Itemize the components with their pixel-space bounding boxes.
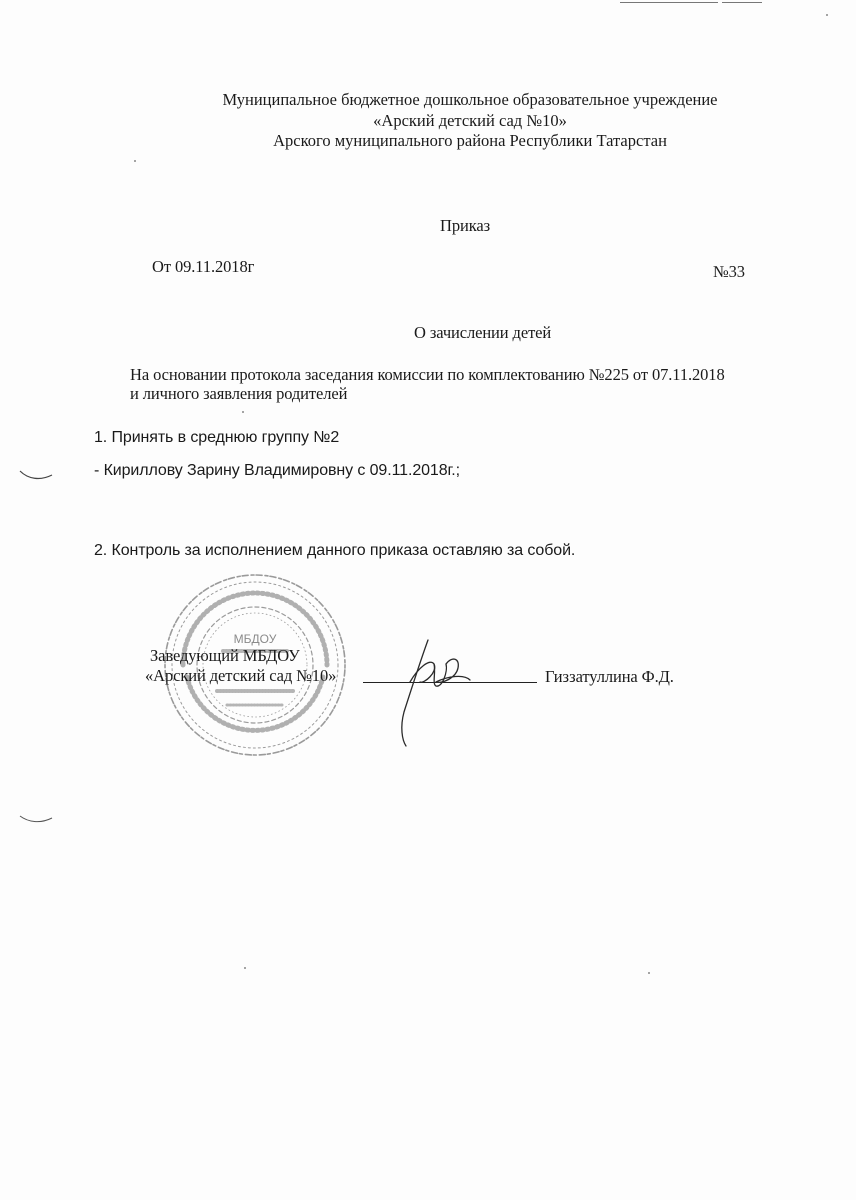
order-item-1-child: - Кириллову Зарину Владимировну с 09.11.2018г.; (94, 462, 460, 479)
organization-name-line3: Арского муниципального района Республики Татарстан (273, 131, 667, 150)
signatory-position-line2: «Арский детский сад №10» (145, 666, 337, 685)
scan-edge-line (620, 2, 718, 3)
organization-name-line1: Муниципальное бюджетное дошкольное образовательное учреждение (222, 90, 718, 109)
order-subject: О зачислении детей (414, 323, 552, 342)
organization-header (140, 90, 800, 152)
signatory-position-line1: Заведующий МБДОУ (150, 646, 300, 665)
order-number: №33 (713, 262, 745, 281)
order-item-1: 1. Принять в среднюю группу №2 (94, 429, 340, 446)
order-item-2: 2. Контроль за исполнением данного приказа оставляю за собой. (94, 542, 576, 559)
organization-name-line2: «Арский детский сад №10» (373, 110, 567, 130)
scan-speck (826, 14, 828, 16)
order-date: От 09.11.2018г (152, 257, 255, 276)
handwritten-signature (390, 632, 490, 752)
order-basis-line2: и личного заявления родителей (130, 384, 348, 403)
order-basis-line1: На основании протокола заседания комиссии по комплектованию №225 от 07.11.2018 (130, 365, 725, 384)
scan-speck (244, 967, 246, 969)
signatory-name: Гиззатуллина Ф.Д. (545, 667, 674, 686)
document-type-title: Приказ (440, 216, 491, 235)
margin-mark (18, 465, 58, 485)
scan-edge-line (722, 2, 762, 3)
scan-speck (134, 160, 136, 162)
margin-mark (18, 810, 58, 830)
scan-speck (648, 972, 650, 974)
stamp-center-text: МБДОУ (233, 632, 277, 646)
scan-speck (242, 411, 244, 413)
